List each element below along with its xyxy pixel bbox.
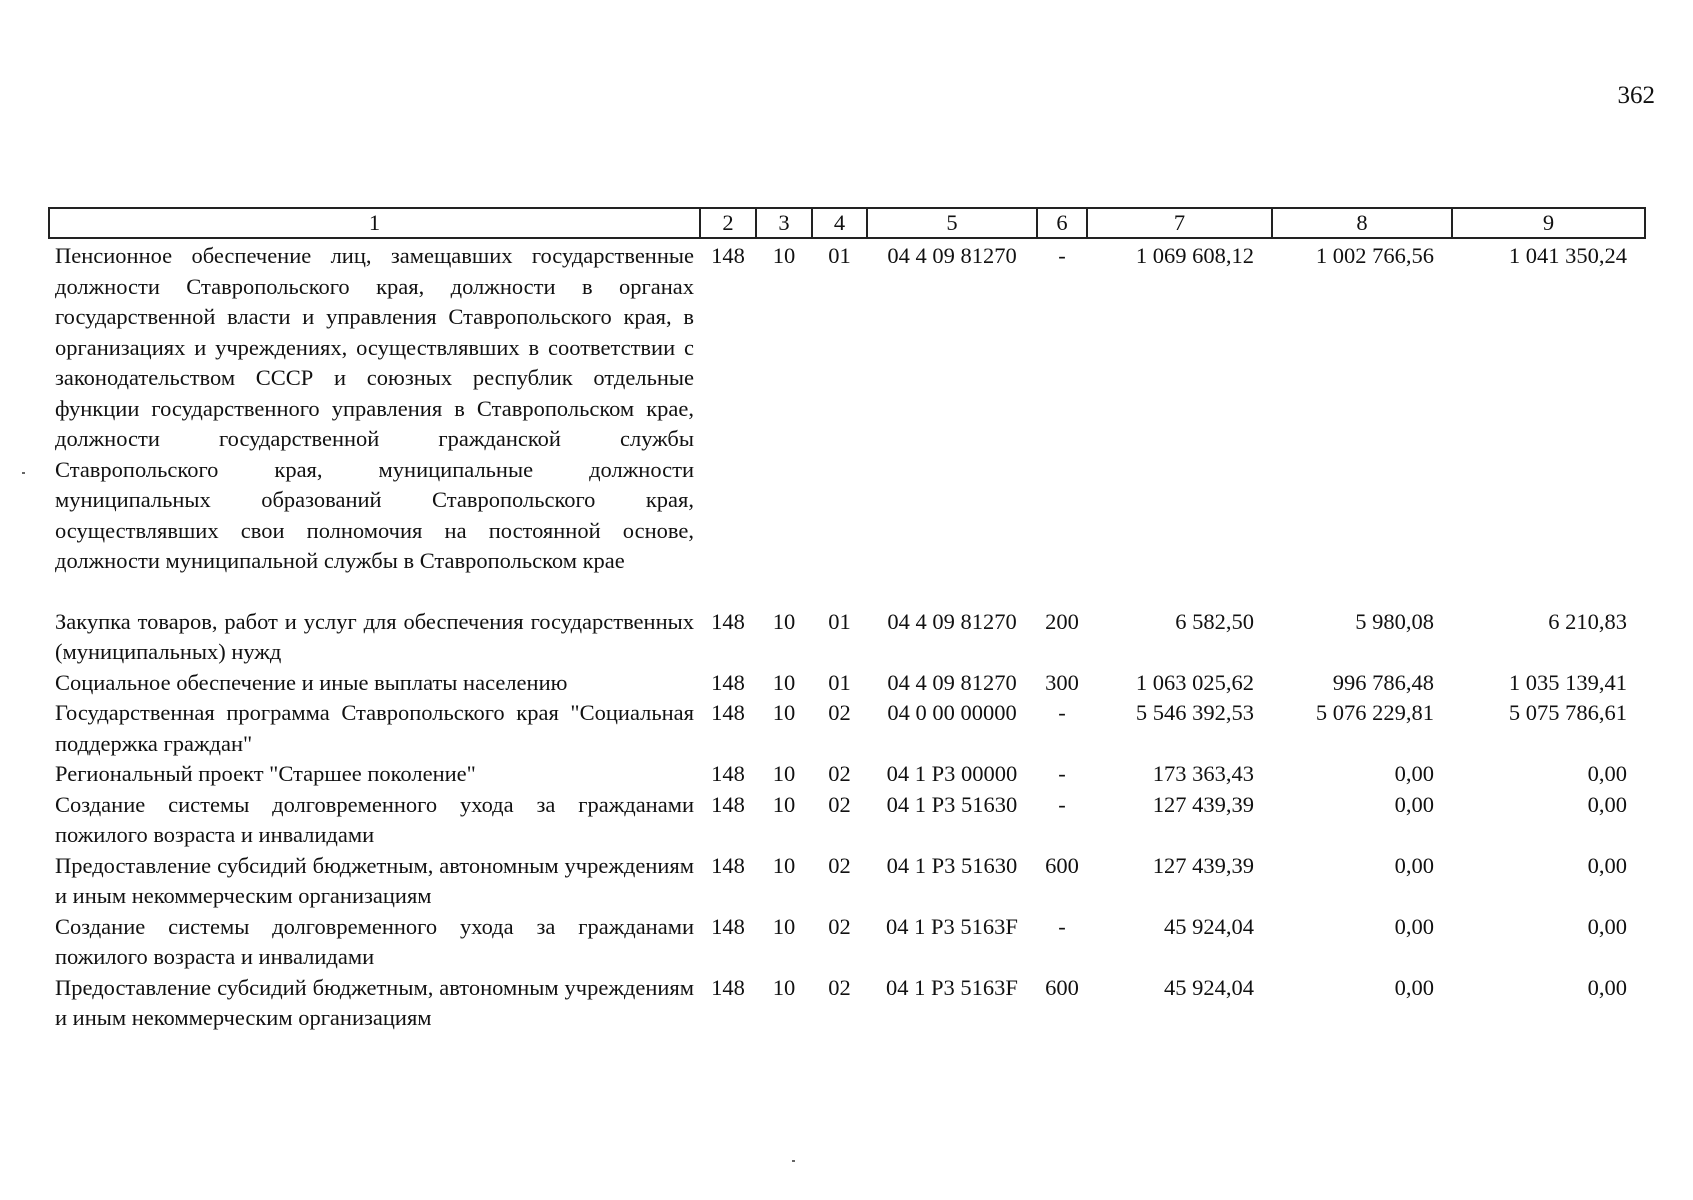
- cell-ministry: 148: [711, 852, 745, 878]
- row-name: Предоставление субсидий бюджетным, автономным учреждениям и иным некоммерческим организациям: [55, 852, 694, 908]
- cell-expense-type: 300: [1045, 669, 1079, 695]
- cell-ministry: 148: [711, 243, 745, 268]
- cell-amount-1: 1 069 608,12: [1135, 243, 1254, 268]
- cell-target-article: 04 0 00 00000: [887, 700, 1017, 725]
- cell-expense-type: -: [1058, 913, 1066, 939]
- budget-table: [48, 207, 1646, 1034]
- cell-amount-3: 1 041 350,24: [1508, 243, 1627, 268]
- row-name: Региональный проект "Старшее поколение": [55, 761, 476, 786]
- cell-expense-type: 600: [1045, 974, 1079, 1000]
- header-row: [49, 208, 1645, 238]
- cell-amount-3: 0,00: [1587, 791, 1627, 817]
- cell-amount-1: 5 546 392,53: [1135, 700, 1254, 725]
- cell-amount-2: 5 980,08: [1355, 608, 1434, 634]
- cell-subsection: 02: [828, 761, 851, 786]
- row-name: Предоставление субсидий бюджетным, автономным учреждениям и иным некоммерческим организациям: [55, 974, 694, 1030]
- row-name: Пенсионное обеспечение лиц, замещавших государственные должности Ставропольского края, должности в органах государственной власти и управления Ставропольского края, в организациях и учреждениях, осуществлявших в соответствии с законодательством СССР и союзных республик отдельные функции государственного управления в Ставропольском крае, должности государственной гражданской службы Ставропольского края, муниципальные должности муниципальных образований Ставропольского края, осуществлявших свои полномочия на постоянной основе, должности муниципальной службы в Ставропольском крае: [55, 243, 694, 573]
- cell-target-article: 04 1 P3 5163F: [886, 974, 1018, 1000]
- cell-amount-1: 127 439,39: [1152, 791, 1254, 817]
- cell-section: 10: [772, 669, 796, 695]
- table-row: [49, 912, 1645, 973]
- cell-amount-3: 5 075 786,61: [1508, 700, 1627, 725]
- cell-amount-3: 1 035 139,41: [1508, 669, 1627, 695]
- cell-ministry: 148: [711, 791, 745, 817]
- cell-expense-type: 600: [1045, 852, 1079, 878]
- cell-section: 10: [772, 700, 796, 725]
- table-row: [49, 668, 1645, 699]
- cell-section: 10: [772, 243, 796, 268]
- cell-ministry: 148: [711, 761, 745, 786]
- table-row: [49, 698, 1645, 759]
- table-header: [49, 208, 1645, 238]
- cell-target-article: 04 1 P3 00000: [886, 761, 1018, 786]
- cell-amount-1: 6 582,50: [1175, 608, 1254, 634]
- cell-amount-1: 173 363,43: [1152, 761, 1254, 786]
- cell-section: 10: [772, 913, 796, 939]
- header-cell: 5: [867, 208, 1037, 238]
- cell-target-article: 04 1 P3 51630: [886, 852, 1018, 878]
- cell-subsection: 02: [828, 913, 851, 939]
- cell-target-article: 04 4 09 81270: [887, 243, 1017, 268]
- cell-section: 10: [772, 791, 796, 817]
- row-name: Создание системы долговременного ухода за гражданами пожилого возраста и инвалидами: [55, 913, 694, 969]
- cell-subsection: 02: [828, 700, 851, 725]
- cell-ministry: 148: [711, 974, 745, 1000]
- table-row: [49, 851, 1645, 912]
- header-cell: 7: [1087, 208, 1272, 238]
- cell-amount-2: 0,00: [1394, 913, 1434, 939]
- header-cell: 3: [756, 208, 812, 238]
- cell-amount-3: 0,00: [1587, 913, 1627, 939]
- cell-ministry: 148: [711, 700, 745, 725]
- cell-subsection: 01: [828, 243, 851, 268]
- cell-subsection: 02: [828, 974, 851, 1000]
- row-name: Государственная программа Ставропольского края "Социальная поддержка граждан": [55, 700, 694, 756]
- cell-target-article: 04 1 P3 51630: [886, 791, 1018, 817]
- cell-subsection: 01: [828, 669, 851, 695]
- header-cell: 4: [812, 208, 867, 238]
- row-name: Закупка товаров, работ и услуг для обеспечения государственных (муниципальных) нужд: [55, 608, 694, 664]
- table-row: [49, 973, 1645, 1034]
- cell-section: 10: [772, 852, 796, 878]
- header-cell: 6: [1037, 208, 1087, 238]
- cell-subsection: 02: [828, 791, 851, 817]
- cell-section: 10: [772, 761, 796, 786]
- cell-amount-1: 45 924,04: [1164, 913, 1254, 939]
- row-name: Социальное обеспечение и иные выплаты населению: [55, 669, 568, 695]
- cell-amount-2: 1 002 766,56: [1315, 243, 1434, 268]
- cell-amount-1: 127 439,39: [1152, 852, 1254, 878]
- cell-subsection: 01: [828, 608, 851, 634]
- cell-subsection: 02: [828, 852, 851, 878]
- cell-ministry: 148: [711, 913, 745, 939]
- cell-amount-2: 5 076 229,81: [1315, 700, 1434, 725]
- table-row: [49, 238, 1645, 577]
- cell-ministry: 148: [711, 608, 745, 634]
- cell-expense-type: 200: [1045, 608, 1079, 634]
- budget-table-container: [48, 207, 1644, 1034]
- cell-amount-2: 0,00: [1394, 974, 1434, 1000]
- header-cell: 8: [1272, 208, 1452, 238]
- header-cell: 2: [700, 208, 756, 238]
- cell-amount-2: 996 786,48: [1332, 669, 1434, 695]
- cell-section: 10: [772, 974, 796, 1000]
- cell-section: 10: [772, 608, 796, 634]
- cell-amount-1: 1 063 025,62: [1135, 669, 1254, 695]
- cell-expense-type: -: [1058, 700, 1066, 725]
- header-cell: 1: [49, 208, 700, 238]
- scan-speck: [22, 472, 25, 474]
- row-name: Создание системы долговременного ухода за гражданами пожилого возраста и инвалидами: [55, 791, 694, 847]
- cell-amount-2: 0,00: [1394, 852, 1434, 878]
- cell-expense-type: -: [1058, 791, 1066, 817]
- cell-amount-3: 6 210,83: [1548, 608, 1627, 634]
- cell-amount-1: 45 924,04: [1164, 974, 1254, 1000]
- table-row: [49, 759, 1645, 790]
- cell-target-article: 04 4 09 81270: [887, 669, 1017, 695]
- header-cell: 9: [1452, 208, 1645, 238]
- cell-expense-type: -: [1058, 243, 1066, 268]
- spacer-row: [49, 577, 1645, 607]
- page-number: 362: [1617, 82, 1655, 109]
- cell-target-article: 04 4 09 81270: [887, 608, 1017, 634]
- cell-amount-3: 0,00: [1587, 761, 1627, 786]
- cell-amount-2: 0,00: [1394, 791, 1434, 817]
- cell-amount-3: 0,00: [1587, 852, 1627, 878]
- cell-amount-3: 0,00: [1587, 974, 1627, 1000]
- scan-speck: [792, 1160, 795, 1162]
- cell-ministry: 148: [711, 669, 745, 695]
- cell-target-article: 04 1 P3 5163F: [886, 913, 1018, 939]
- table-row: [49, 607, 1645, 668]
- cell-expense-type: -: [1058, 761, 1066, 786]
- table-body: [49, 238, 1645, 1034]
- table-row: [49, 790, 1645, 851]
- cell-amount-2: 0,00: [1394, 761, 1434, 786]
